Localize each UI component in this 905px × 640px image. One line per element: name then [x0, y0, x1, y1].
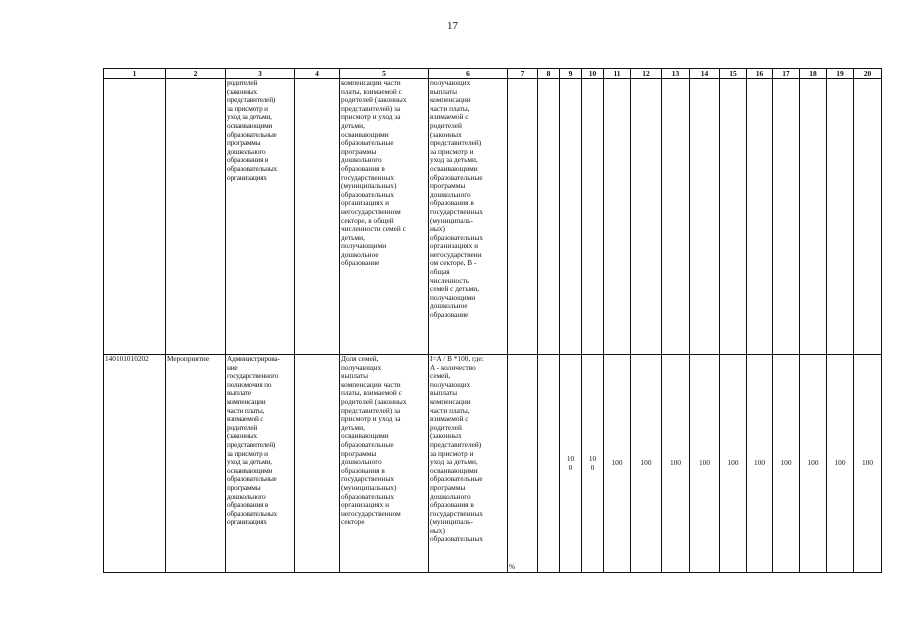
column-header: 19 — [827, 69, 854, 79]
cell-value — [747, 79, 773, 355]
cell-value — [662, 79, 690, 355]
cell-value — [800, 79, 827, 355]
column-header: 8 — [538, 69, 560, 79]
cell-type: Мероприятие — [166, 355, 226, 573]
column-header: 1 — [104, 69, 166, 79]
cell-value — [538, 355, 560, 573]
column-header: 10 — [582, 69, 604, 79]
column-header: 15 — [720, 69, 747, 79]
cell-value: 100 — [662, 355, 690, 573]
table-row — [104, 79, 882, 355]
column-header: 12 — [631, 69, 662, 79]
cell-value — [773, 79, 800, 355]
column-header: 2 — [166, 69, 226, 79]
cell-value: 10 0 — [582, 355, 604, 573]
cell-indicator-name: компенсации части платы, взимаемой с родителей (законных представителей) за присмотр и уход за детьми, осваивающими образовательные программы дошкольного образования в государственных (муниципальных) образовательных организациях и негосударственном секторе, в общей численности семей с детьми, получающими дошкольное образование — [340, 79, 429, 355]
column-header: 13 — [662, 69, 690, 79]
column-header: 6 — [429, 69, 508, 79]
cell-col4 — [295, 355, 340, 573]
cell-value — [854, 79, 882, 355]
column-header: 11 — [604, 69, 631, 79]
cell-value: 100 — [690, 355, 720, 573]
cell-value — [582, 79, 604, 355]
cell-formula: I=A / B *100, где: A - количество семей, получающих выплаты компенсации части платы, взимаемой с родителей (законных представителей) за присмотр и уход за детьми, осваивающими образовательные программы дошкольного образования в государственных (муниципаль- ных) образовательных — [429, 355, 508, 573]
column-header: 3 — [226, 69, 295, 79]
cell-activity-name: Администрирова- ние государственного полномочия по выплате компенсации части платы, взимаемой с родителей (законных представителей) за присмотр и уход за детьми, осваивающими образовательные программы дошкольного образования в образовательных организациях — [226, 355, 295, 573]
cell-formula: получающих выплаты компенсации части платы, взимаемой с родителей (законных представителей) за присмотр и уход за детьми, осваивающими образовательные программы дошкольного образования в государственных (муниципаль- ных) образовательных организациях и негосударственн ом секторе, В - общая численность семей с детьми, получающими дошкольное образование — [429, 79, 508, 355]
column-header: 5 — [340, 69, 429, 79]
cell-col4 — [295, 79, 340, 355]
indicators-table — [103, 68, 882, 573]
cell-unit — [508, 79, 538, 355]
cell-code: 140101010202 — [104, 355, 166, 573]
cell-value: 100 — [827, 355, 854, 573]
cell-indicator-name: Доля семей, получающих выплаты компенсации части платы, взимаемой с родителей (законных представителей) за присмотр и уход за детьми, осваивающими образовательные программы дошкольного образования в государственных (муниципальных) образовательных организациях и негосударственном секторе — [340, 355, 429, 573]
cell-value — [631, 79, 662, 355]
column-header: 17 — [773, 69, 800, 79]
page-number: 17 — [447, 20, 458, 32]
cell-value: 100 — [773, 355, 800, 573]
cell-code — [104, 79, 166, 355]
cell-value — [690, 79, 720, 355]
cell-type — [166, 79, 226, 355]
column-header: 18 — [800, 69, 827, 79]
column-header: 4 — [295, 69, 340, 79]
column-header: 20 — [854, 69, 882, 79]
cell-value: 100 — [747, 355, 773, 573]
column-header: 9 — [560, 69, 582, 79]
column-number-row — [104, 69, 882, 79]
cell-value: 100 — [604, 355, 631, 573]
column-header: 16 — [747, 69, 773, 79]
cell-value: 100 — [854, 355, 882, 573]
cell-value: 100 — [800, 355, 827, 573]
cell-value: 10 0 — [560, 355, 582, 573]
cell-value — [604, 79, 631, 355]
column-header: 7 — [508, 69, 538, 79]
column-header: 14 — [690, 69, 720, 79]
cell-unit: % — [508, 355, 538, 573]
cell-activity-name: родителей (законных представителей) за присмотр и уход за детьми, осваивающими образовательные программы дошкольного образования в образовательных организациях — [226, 79, 295, 355]
cell-value: 100 — [631, 355, 662, 573]
cell-value — [538, 79, 560, 355]
cell-value — [560, 79, 582, 355]
cell-value — [827, 79, 854, 355]
table-row — [104, 355, 882, 573]
cell-value: 100 — [720, 355, 747, 573]
cell-value — [720, 79, 747, 355]
